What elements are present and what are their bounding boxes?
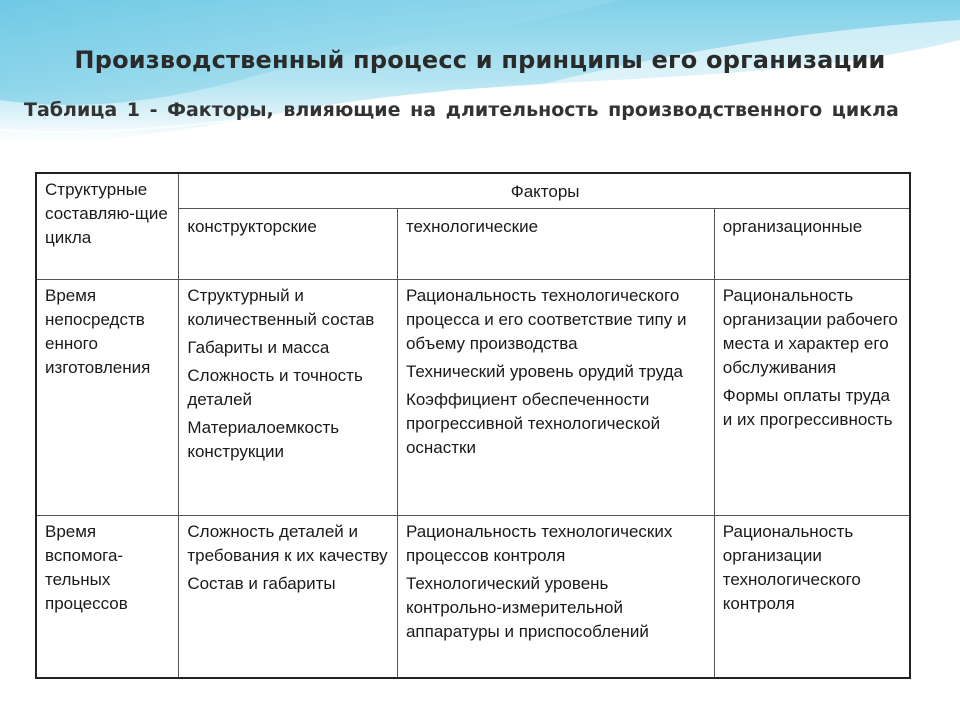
table-cell bbox=[179, 516, 398, 679]
row-label: Время вспомога-тельных процессов bbox=[45, 522, 128, 613]
column-header-text: организационные bbox=[722, 217, 863, 236]
corner-header-text: Структурные составляю-щие цикла bbox=[45, 180, 168, 247]
cell-paragraph: Рациональность организации технологического контроля bbox=[722, 522, 861, 613]
slide-title: Производственный процесс и принципы его организации bbox=[74, 46, 886, 74]
column-header-text: конструкторские bbox=[187, 217, 317, 236]
factors-table bbox=[35, 172, 911, 679]
column-header-text: технологические bbox=[405, 217, 539, 236]
cell-paragraph: Состав и габариты bbox=[187, 574, 336, 593]
cell-paragraph: Сложность и точность деталей bbox=[187, 366, 363, 409]
row-label: Время непосредств енного изготовления bbox=[45, 286, 151, 377]
group-header-text: Факторы bbox=[510, 182, 580, 201]
table-cell bbox=[714, 516, 910, 679]
corner-header-cell bbox=[36, 173, 179, 280]
table-cell bbox=[397, 280, 714, 516]
column-header-design bbox=[179, 209, 398, 280]
row-label-cell bbox=[36, 280, 179, 516]
group-header-cell bbox=[179, 173, 910, 209]
cell-paragraph: Коэффициент обеспеченности прогрессивной технологической оснастки bbox=[405, 390, 661, 457]
table-row bbox=[36, 280, 910, 516]
table-header-row bbox=[36, 173, 910, 209]
table-cell bbox=[397, 516, 714, 679]
table-caption: Таблица 1 - Факторы, влияющие на длительность производственного цикла bbox=[24, 99, 899, 121]
row-label-cell bbox=[36, 516, 179, 679]
cell-paragraph: Материалоемкость конструкции bbox=[187, 418, 340, 461]
cell-paragraph: Рациональность организации рабочего места и характер его обслуживания bbox=[722, 286, 898, 377]
cell-paragraph: Рациональность технологического процесса и его соответствие типу и объему производства bbox=[405, 286, 687, 353]
table-cell bbox=[179, 280, 398, 516]
table-row bbox=[36, 516, 910, 679]
cell-paragraph: Структурный и количественный состав bbox=[187, 286, 375, 329]
cell-paragraph: Технологический уровень контрольно-измерительной аппаратуры и приспособлений bbox=[405, 574, 649, 641]
cell-paragraph: Формы оплаты труда и их прогрессивность bbox=[722, 386, 893, 429]
cell-paragraph: Габариты и масса bbox=[187, 338, 330, 357]
cell-paragraph: Рациональность технологических процессов контроля bbox=[405, 522, 673, 565]
cell-paragraph: Сложность деталей и требования к их качеству bbox=[187, 522, 388, 565]
column-header-organizational bbox=[714, 209, 910, 280]
cell-paragraph: Технический уровень орудий труда bbox=[405, 362, 683, 381]
table-cell bbox=[714, 280, 910, 516]
column-header-technological bbox=[397, 209, 714, 280]
